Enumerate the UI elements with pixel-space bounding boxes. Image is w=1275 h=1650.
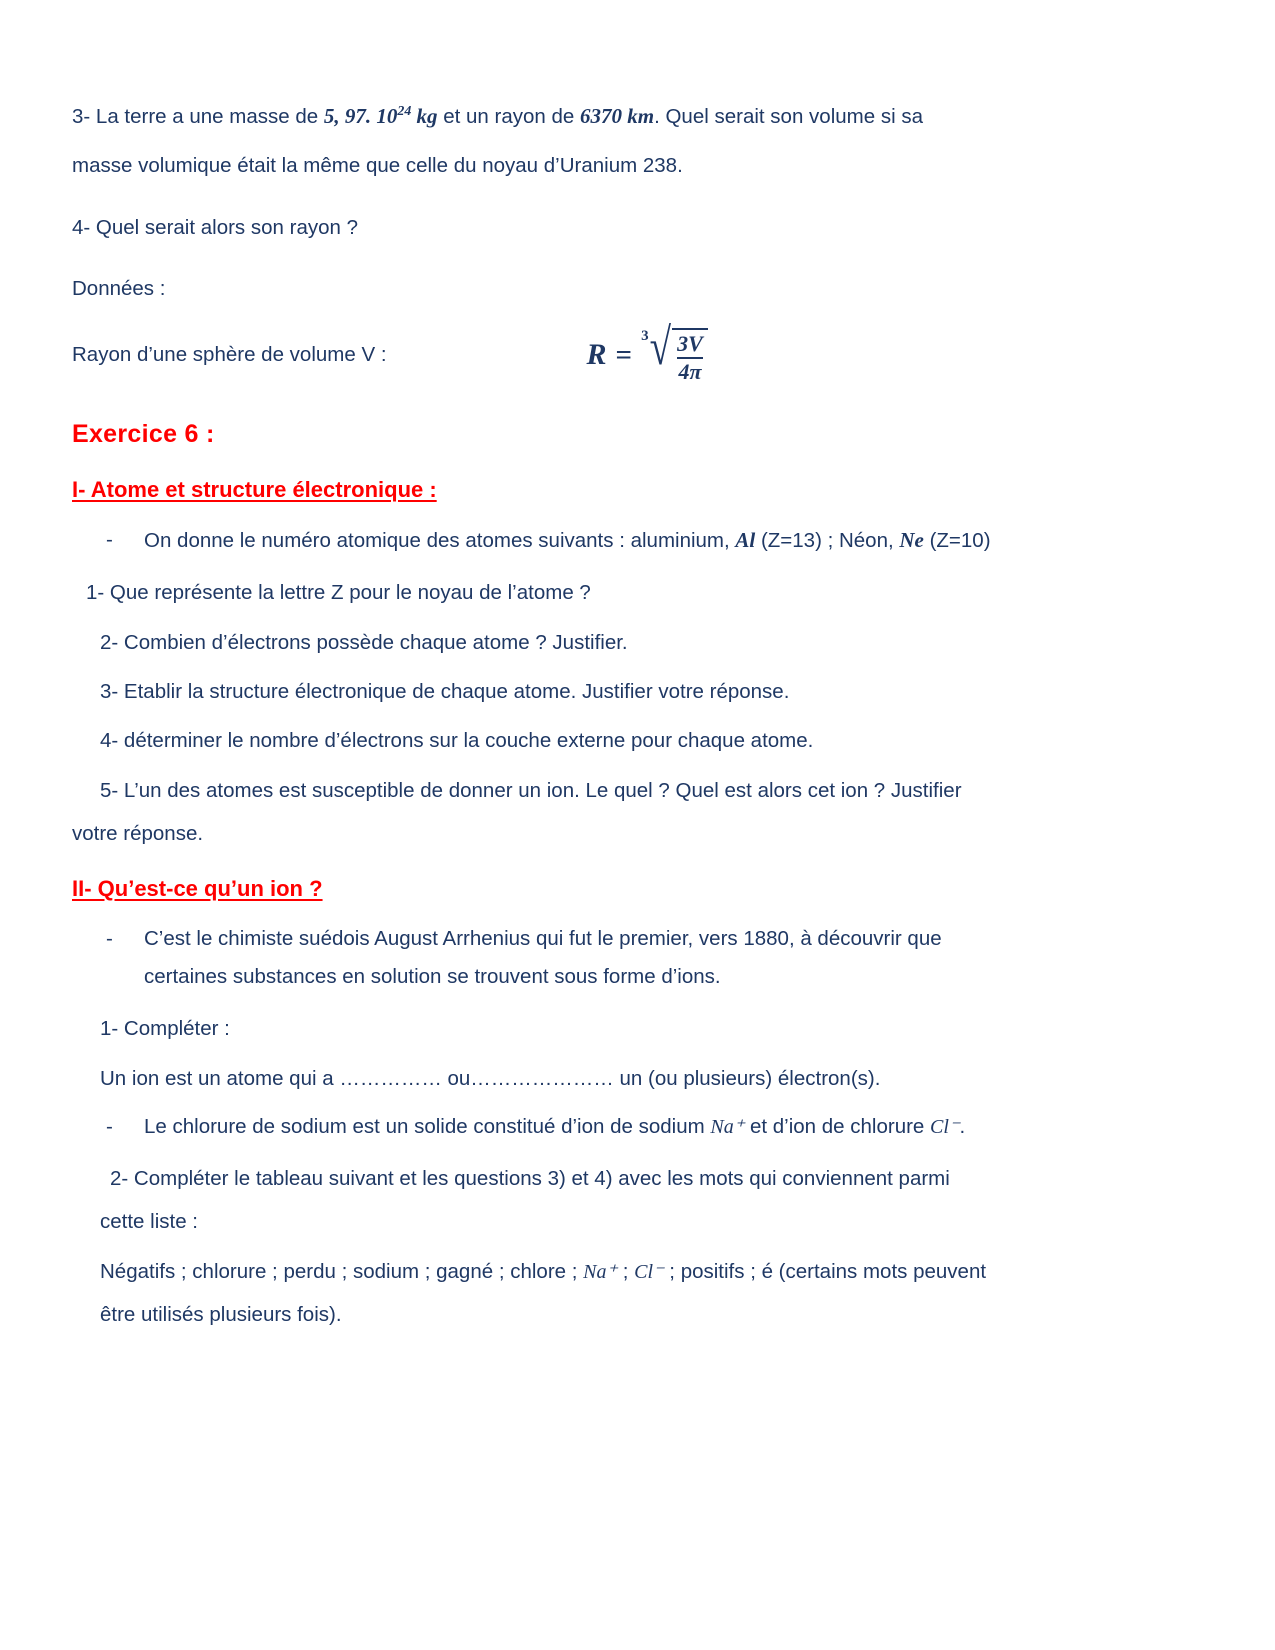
section-1-item-1: 1- Que représente la lettre Z pour le noyau de l’atome ?: [86, 581, 591, 605]
section-1-item-5-line1: 5- L’un des atomes est susceptible de donner un ion. Le quel ? Quel est alors cet ion ? Justifier: [100, 778, 962, 802]
fraction: [672, 328, 708, 384]
sodium-ion: Na⁺: [710, 1116, 745, 1139]
fill-in-sentence: Un ion est un atome qui a …………… ou………………… un (ou plusieurs) électron(s).: [100, 1066, 881, 1090]
root-index: 3: [641, 328, 649, 345]
earth-radius-value: 6370 km: [580, 104, 655, 128]
bullet-lead: On donne le numéro atomique des atomes suivants : aluminium,: [144, 529, 736, 553]
exercice-title: Exercice 6 :: [72, 420, 215, 449]
word-list-chloride-ion: Cl⁻: [634, 1260, 664, 1283]
question-3-suffix: . Quel serait son volume si sa: [654, 105, 923, 128]
word-list-sodium-ion: Na⁺: [583, 1260, 618, 1283]
radical-sign-icon: √: [649, 319, 671, 377]
sphere-radius-formula: [72, 318, 1152, 392]
section-2-question-2-line2: cette liste :: [100, 1210, 198, 1234]
chloride-ion: Cl⁻: [930, 1116, 960, 1139]
section-1-bullet: [106, 521, 1152, 561]
symbol-aluminium: Al: [735, 528, 756, 553]
arrhenius-line2: certaines substances en solution se trouvent sous forme d’ions.: [144, 965, 721, 989]
section-2-bullet-2-text: [144, 1108, 1152, 1147]
section-2-bullet-2: [106, 1108, 1152, 1147]
z-neon: (Z=10): [923, 529, 991, 553]
section-2-bullet-1: [106, 920, 1152, 998]
fraction-numerator: 3V: [677, 331, 703, 357]
section-2-title: II- Qu’est-ce qu’un ion ?: [72, 875, 323, 901]
bullet-dash-icon: -: [106, 1115, 113, 1139]
section-1-bullet-text: [144, 521, 1152, 561]
question-3-prefix: 3- La terre a une masse de: [72, 105, 324, 128]
arrhenius-line1: C’est le chimiste suédois August Arrhenius qui fut le premier, vers 1880, à découvrir que: [144, 926, 942, 950]
z-aluminium: (Z=13) ; Néon,: [755, 529, 900, 553]
word-list-sep: ;: [617, 1259, 635, 1283]
section-1-item-4: 4- déterminer le nombre d’électrons sur la couche externe pour chaque atome.: [100, 729, 814, 753]
question-4: 4- Quel serait alors son rayon ?: [72, 215, 358, 239]
earth-mass-unit-text: kg: [416, 104, 438, 128]
bullet-dash-icon: -: [106, 528, 113, 552]
formula-equals: =: [615, 338, 633, 371]
word-list-line1: [100, 1252, 1152, 1291]
formula-expression: [586, 319, 708, 384]
fraction-denominator: 4π: [678, 358, 702, 384]
cube-root-radical: [641, 319, 708, 384]
section-2-question-1: 1- Compléter :: [100, 1017, 230, 1041]
question-3-line2: masse volumique était la même que celle du noyau d’Uranium 238.: [72, 154, 683, 178]
section-1-title: I- Atome et structure électronique :: [72, 477, 437, 503]
question-3: [72, 96, 1152, 136]
earth-mass-value: 5, 97. 10: [323, 104, 398, 128]
symbol-neon: Ne: [899, 528, 924, 553]
word-list-part1: Négatifs ; chlorure ; perdu ; sodium ; gagné ; chlore ;: [100, 1259, 584, 1283]
formula-label: Rayon d’une sphère de volume V :: [72, 343, 387, 367]
question-3-mid: et un rayon de: [437, 105, 580, 128]
section-2-question-2-line1: 2- Compléter le tableau suivant et les questions 3) et 4) avec les mots qui conviennent parmi: [110, 1167, 950, 1191]
word-list-part2: ; positifs ; é (certains mots peuvent: [663, 1259, 987, 1283]
earth-mass-exponent: 24: [397, 104, 412, 120]
formula-lhs: R: [586, 338, 607, 372]
section-1-item-2: 2- Combien d’électrons possède chaque atome ? Justifier.: [100, 630, 628, 654]
bullet-dash-icon: -: [106, 926, 113, 950]
document-content: [72, 96, 1152, 1345]
section-1-item-3: 3- Etablir la structure électronique de chaque atome. Justifier votre réponse.: [100, 680, 790, 704]
nacl-end: .: [959, 1115, 966, 1139]
donnees-label: Données :: [72, 277, 166, 301]
nacl-mid: et d’ion de chlorure: [744, 1115, 931, 1139]
nacl-lead: Le chlorure de sodium est un solide constitué d’ion de sodium: [144, 1115, 711, 1139]
section-1-item-5-line2: votre réponse.: [72, 822, 204, 846]
word-list-line2: être utilisés plusieurs fois).: [100, 1303, 342, 1327]
section-2-bullet-1-text: [144, 920, 1152, 998]
